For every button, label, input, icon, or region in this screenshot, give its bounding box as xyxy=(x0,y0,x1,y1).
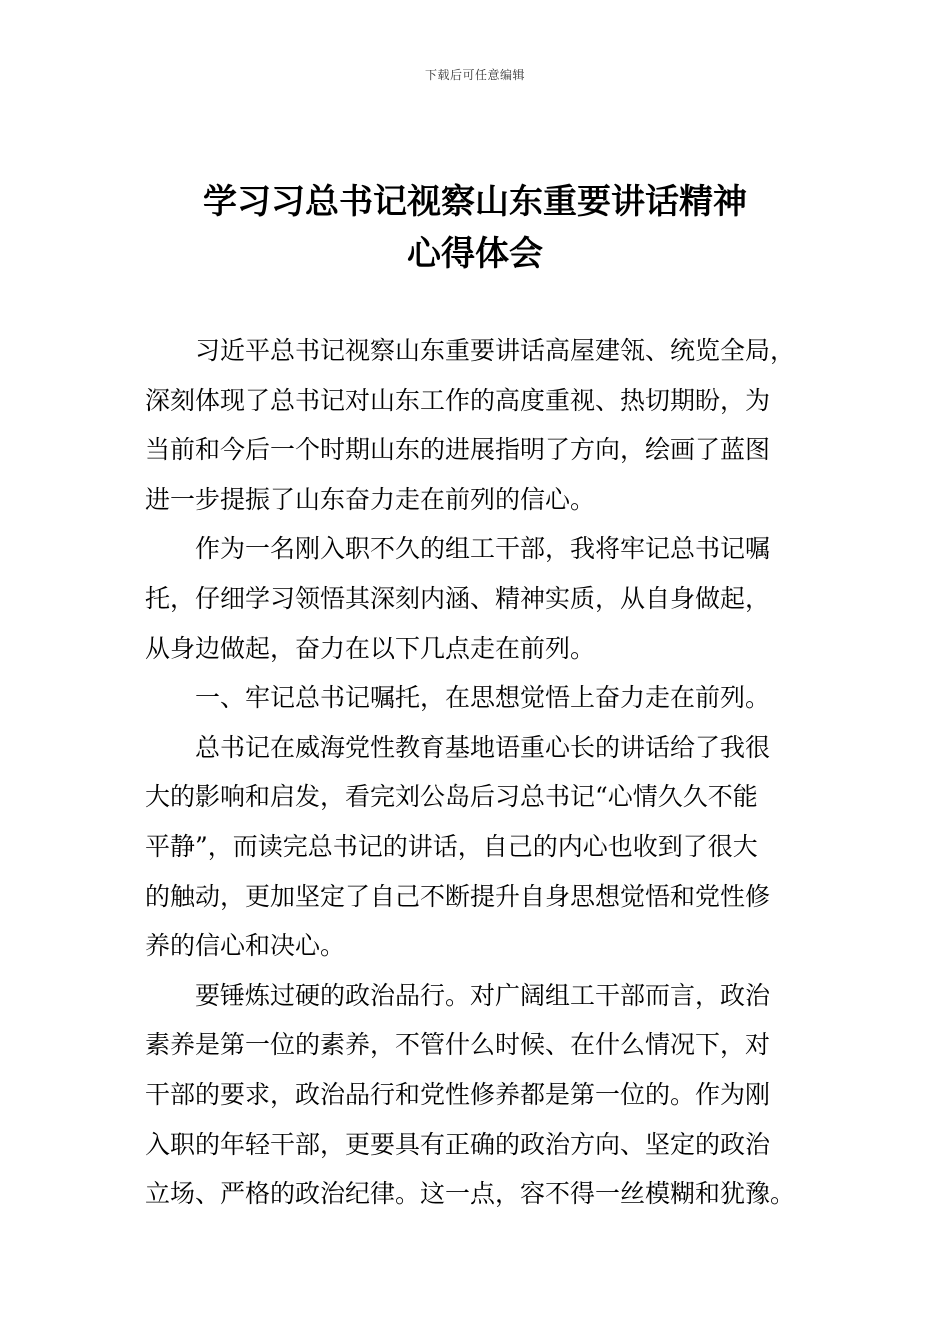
paragraph-line: 平静”，而读完总书记的讲话，自己的内心也收到了很大 xyxy=(145,831,758,861)
paragraph-4 xyxy=(145,723,815,971)
section-heading: 一、牢记总书记嘱托，在思想觉悟上奋力走在前列。 xyxy=(195,683,771,713)
paragraph-5 xyxy=(145,971,815,1219)
paragraph-line: 总书记在威海党性教育基地语重心长的讲话给了我很 xyxy=(195,732,771,762)
paragraph-line: 立场、严格的政治纪律。这一点，容不得一丝模糊和犹豫。 xyxy=(145,1179,796,1209)
paragraph-line: 大的影响和启发，看完刘公岛后习总书记“心情久久不能 xyxy=(145,782,758,812)
paragraph-line: 养的信心和决心。 xyxy=(145,931,346,961)
paragraph-line: 的触动，更加坚定了自己不断提升自身思想觉悟和党性修 xyxy=(145,881,771,911)
paragraph-line: 从身边做起，奋力在以下几点走在前列。 xyxy=(145,633,596,663)
title-line-2: 心得体会 xyxy=(407,234,543,274)
document-body xyxy=(145,326,815,1219)
paragraph-line: 干部的要求，政治品行和党性修养都是第一位的。作为刚 xyxy=(145,1079,771,1109)
paragraph-line: 深刻体现了总书记对山东工作的高度重视、热切期盼，为 xyxy=(145,385,771,415)
header-note: 下载后可任意编辑 xyxy=(424,68,525,82)
paragraph-line: 入职的年轻干部，更要具有正确的政治方向、坚定的政治 xyxy=(145,1129,771,1159)
paragraph-line: 作为一名刚入职不久的组工干部，我将牢记总书记嘱 xyxy=(195,534,771,564)
paragraph-1 xyxy=(145,326,815,524)
paragraph-3-heading xyxy=(145,673,815,723)
title-line-1: 学习习总书记视察山东重要讲话精神 xyxy=(203,182,747,222)
paragraph-line: 进一步提振了山东奋力走在前列的信心。 xyxy=(145,484,596,514)
paragraph-line: 素养是第一位的素养，不管什么时候、在什么情况下，对 xyxy=(145,1030,771,1060)
paragraph-line: 习近平总书记视察山东重要讲话高屋建瓴、统览全局， xyxy=(195,336,796,365)
paragraph-2 xyxy=(145,524,815,673)
paragraph-line: 当前和今后一个时期山东的进展指明了方向，绘画了蓝图 xyxy=(145,435,771,465)
paragraph-line: 要锤炼过硬的政治品行。对广阔组工干部而言，政治 xyxy=(195,980,771,1010)
paragraph-line: 托，仔细学习领悟其深刻内涵、精神实质，从自身做起， xyxy=(145,583,771,613)
document-title xyxy=(0,176,950,280)
